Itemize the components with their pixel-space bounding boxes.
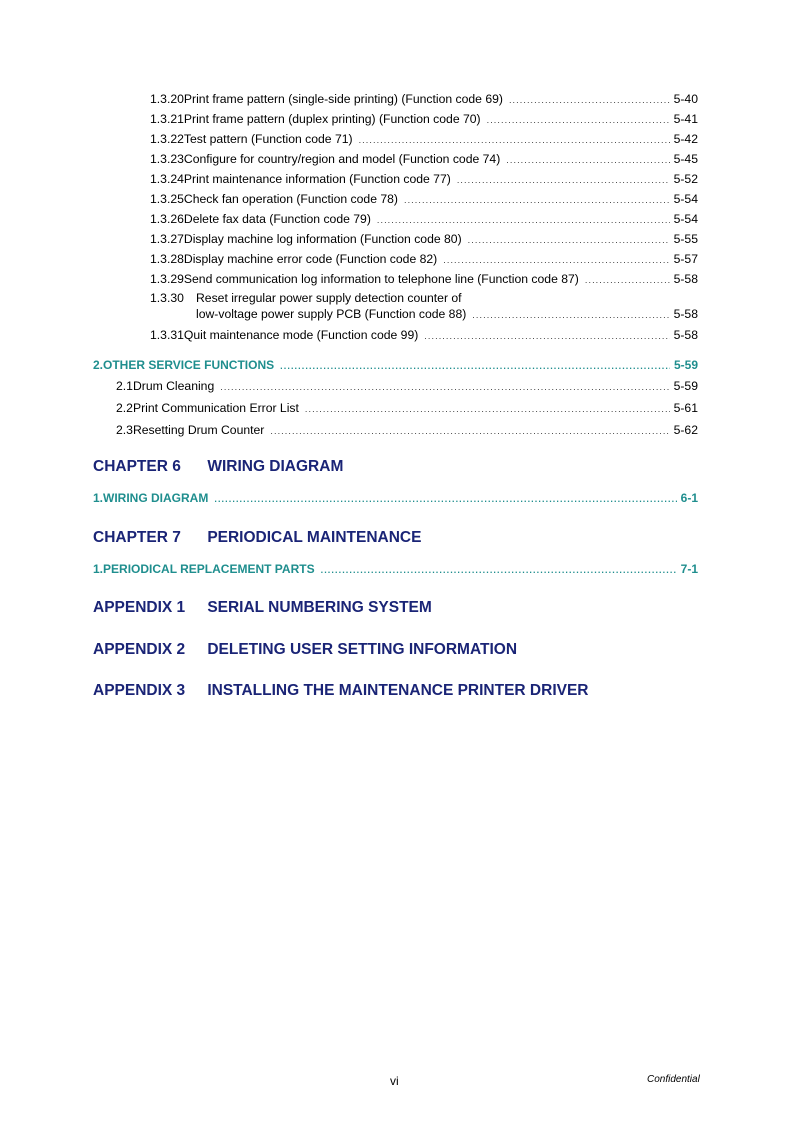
toc-entry-page: 5-59 <box>673 379 698 393</box>
toc-section-page: 6-1 <box>680 491 698 505</box>
appendix-heading[interactable] <box>93 599 432 617</box>
leader-dots <box>220 380 669 394</box>
toc-entry-number: 1.3.28 <box>150 252 184 266</box>
toc-entry-title: Resetting Drum Counter <box>132 423 265 437</box>
toc-entry[interactable] <box>150 232 698 247</box>
chapter-heading[interactable] <box>93 529 421 547</box>
toc-entry-number: 1.3.25 <box>150 192 184 206</box>
toc-entry-number: 1.3.29 <box>150 272 184 286</box>
toc-entry[interactable] <box>150 172 698 187</box>
leader-dots <box>487 113 670 127</box>
leader-dots <box>377 213 670 227</box>
leader-dots <box>214 492 676 506</box>
toc-entry[interactable] <box>150 212 698 227</box>
toc-entry-title: Send communication log information to telephone line (Function code 87) <box>183 272 579 286</box>
chapter-label: CHAPTER 6 <box>93 458 181 475</box>
toc-entry-number: 1.3.26 <box>150 212 184 226</box>
toc-section-number: 1. <box>93 491 104 505</box>
leader-dots <box>443 253 669 267</box>
leader-dots <box>585 273 670 287</box>
toc-entry[interactable] <box>150 112 698 127</box>
leader-dots <box>321 563 677 577</box>
toc-section-page: 7-1 <box>680 562 698 576</box>
toc-entry[interactable] <box>116 379 698 394</box>
confidential-label: Confidential <box>647 1074 700 1085</box>
toc-entry-number: 1.3.23 <box>150 152 184 166</box>
toc-entry-title: Delete fax data (Function code 79) <box>183 212 371 226</box>
toc-entry-page: 5-62 <box>673 423 698 437</box>
chapter-heading[interactable] <box>93 458 343 476</box>
toc-entry-number: 2.1 <box>116 379 133 393</box>
leader-dots <box>457 173 670 187</box>
toc-section-title: PERIODICAL REPLACEMENT PARTS <box>103 562 315 576</box>
toc-entry-page: 5-54 <box>673 212 698 226</box>
toc-section-entry[interactable] <box>93 562 698 577</box>
toc-entry-title: Display machine log information (Function code 80) <box>183 232 462 246</box>
toc-section-page: 5-59 <box>673 358 698 372</box>
toc-section-number: 1. <box>93 562 104 576</box>
appendix-title: DELETING USER SETTING INFORMATION <box>207 641 518 658</box>
appendix-heading[interactable] <box>93 641 517 659</box>
appendix-title: INSTALLING THE MAINTENANCE PRINTER DRIVER <box>207 682 589 699</box>
toc-entry-page: 5-58 <box>673 328 698 342</box>
toc-entry[interactable] <box>150 328 698 343</box>
toc-entry-page: 5-40 <box>673 92 698 106</box>
toc-entry[interactable] <box>150 192 698 207</box>
toc-entry-page: 5-45 <box>673 152 698 166</box>
toc-entry-number: 1.3.20 <box>150 92 184 106</box>
toc-entry-page: 5-54 <box>673 192 698 206</box>
toc-section-entry[interactable] <box>93 358 698 373</box>
toc-entry-page: 5-55 <box>673 232 698 246</box>
leader-dots <box>280 359 670 373</box>
leader-dots <box>468 233 670 247</box>
toc-section-title: WIRING DIAGRAM <box>103 491 209 505</box>
toc-section-number: 2. <box>93 358 104 372</box>
toc-entry-page: 5-58 <box>673 272 698 286</box>
toc-entry-title: Quit maintenance mode (Function code 99) <box>183 328 419 342</box>
toc-entry-title: Test pattern (Function code 71) <box>183 132 353 146</box>
leader-dots <box>509 93 670 107</box>
toc-entry-number: 1.3.21 <box>150 112 184 126</box>
toc-entry-page: 5-42 <box>673 132 698 146</box>
chapter-title: WIRING DIAGRAM <box>207 458 344 475</box>
toc-entry-title: Drum Cleaning <box>132 379 215 393</box>
leader-dots <box>359 133 670 147</box>
leader-dots <box>424 329 669 343</box>
chapter-label: CHAPTER 7 <box>93 529 181 546</box>
leader-dots <box>404 193 670 207</box>
toc-entry-page: 5-58 <box>673 307 698 321</box>
toc-entry-page: 5-41 <box>673 112 698 126</box>
toc-entry[interactable] <box>150 92 698 107</box>
toc-entry-page: 5-61 <box>673 401 698 415</box>
toc-entry-page: 5-52 <box>673 172 698 186</box>
toc-entry-title-line1: Reset irregular power supply detection counter of <box>196 291 462 305</box>
toc-entry[interactable] <box>150 272 698 287</box>
appendix-label: APPENDIX 3 <box>93 682 186 699</box>
toc-entry-multiline[interactable] <box>150 290 698 323</box>
toc-entry[interactable] <box>150 132 698 147</box>
toc-entry[interactable] <box>150 152 698 167</box>
appendix-label: APPENDIX 2 <box>93 641 186 658</box>
chapter-title: PERIODICAL MAINTENANCE <box>207 529 422 546</box>
toc-entry-title: Display machine error code (Function code 82) <box>183 252 438 266</box>
toc-entry-title: Print frame pattern (single-side printing) (Function code 69) <box>183 92 503 106</box>
leader-dots <box>270 424 669 438</box>
toc-entry-title: Print Communication Error List <box>132 401 299 415</box>
toc-entry-page: 5-57 <box>673 252 698 266</box>
toc-entry[interactable] <box>116 401 698 416</box>
toc-entry-number: 2.2 <box>116 401 133 415</box>
toc-entry-number: 2.3 <box>116 423 133 437</box>
toc-entry-number: 1.3.31 <box>150 328 184 342</box>
toc-entry-title-line2: low-voltage power supply PCB (Function code 88) <box>196 307 467 321</box>
toc-entry-title: Print maintenance information (Function code 77) <box>183 172 451 186</box>
toc-entry[interactable] <box>150 252 698 267</box>
toc-entry-title: Print frame pattern (duplex printing) (Function code 70) <box>183 112 481 126</box>
toc-section-entry[interactable] <box>93 491 698 506</box>
toc-entry[interactable] <box>116 423 698 438</box>
appendix-title: SERIAL NUMBERING SYSTEM <box>207 599 432 616</box>
leader-dots <box>506 153 669 167</box>
toc-section-title: OTHER SERVICE FUNCTIONS <box>103 358 275 372</box>
leader-dots <box>305 402 670 416</box>
toc-entry-title: Configure for country/region and model (Function code 74) <box>183 152 501 166</box>
appendix-label: APPENDIX 1 <box>93 599 186 616</box>
toc-entry-number: 1.3.27 <box>150 232 184 246</box>
page-number: vi <box>390 1074 399 1088</box>
toc-entry-number: 1.3.22 <box>150 132 184 146</box>
leader-dots <box>472 307 669 323</box>
toc-entry-title: Check fan operation (Function code 78) <box>183 192 398 206</box>
appendix-heading[interactable] <box>93 682 589 700</box>
toc-entry-number: 1.3.30 <box>150 291 184 305</box>
toc-entry-number: 1.3.24 <box>150 172 184 186</box>
